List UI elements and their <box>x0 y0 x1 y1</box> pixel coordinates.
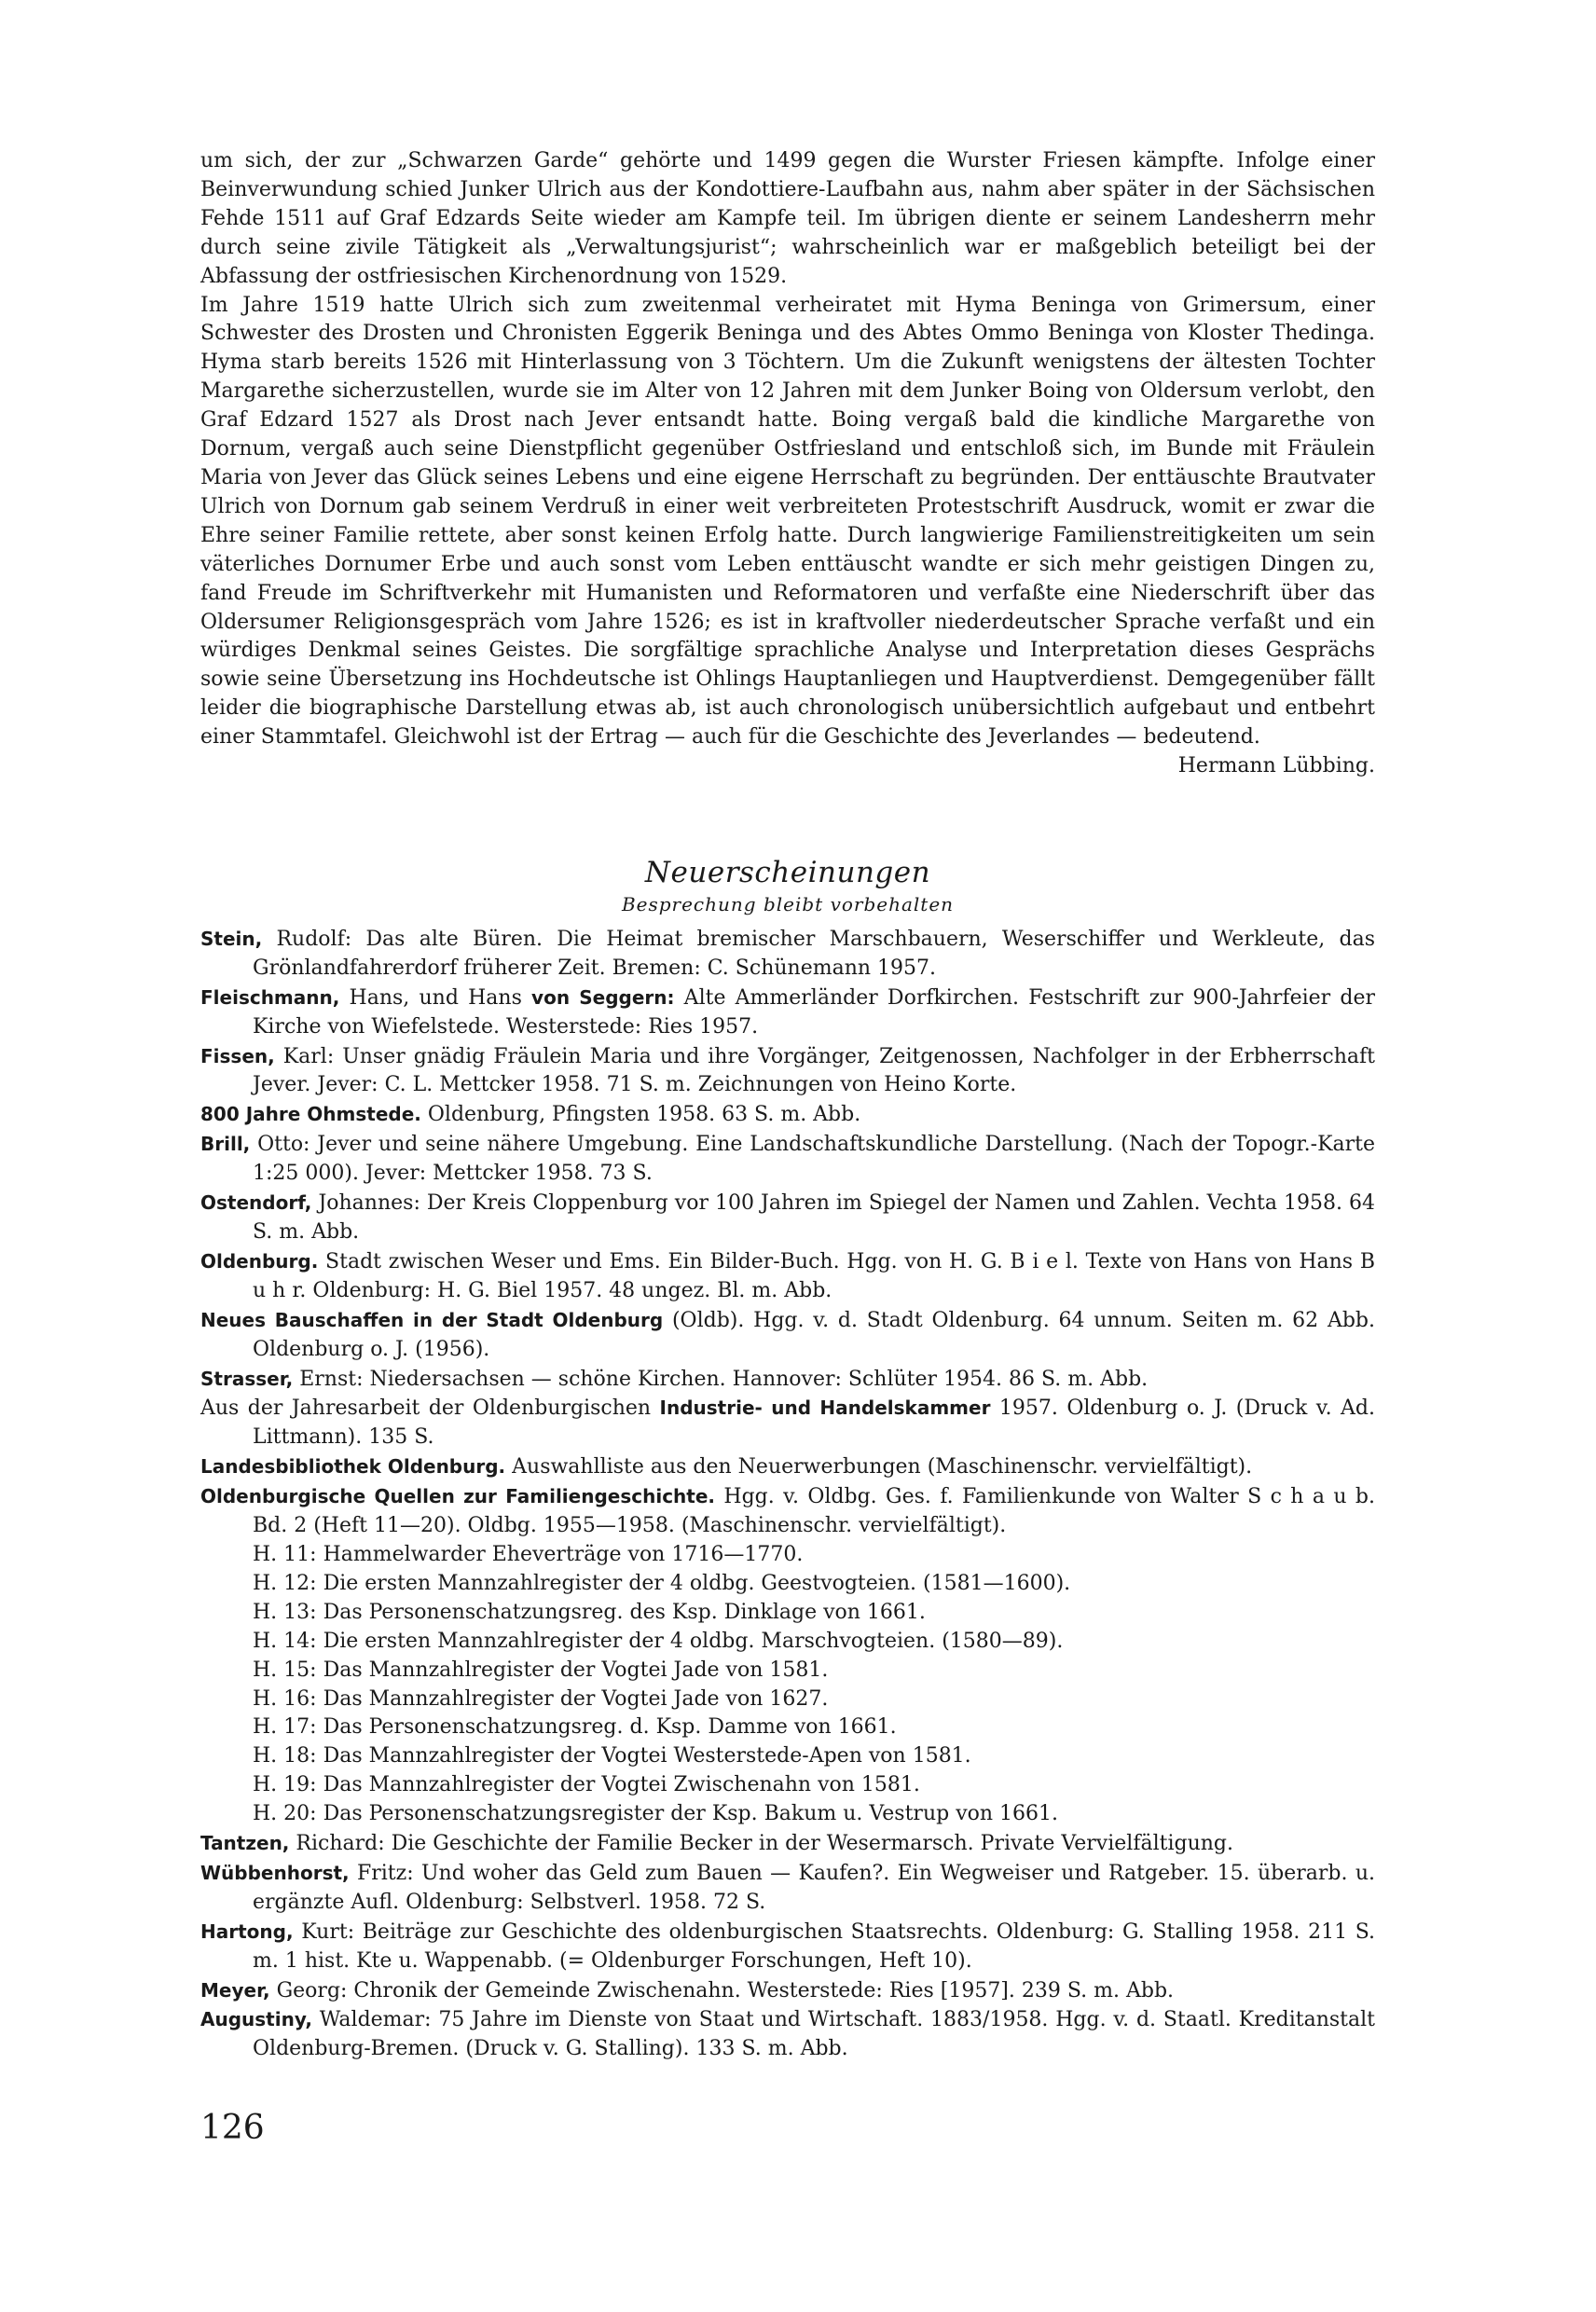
list-item <box>200 1042 1375 1101</box>
list-item <box>200 1306 1375 1365</box>
bibliography-list <box>200 925 1375 2064</box>
sub-list-item: H. 13: Das Personenschatzungsreg. des Ksp. Dinklage von 1661. <box>253 1600 926 1624</box>
sub-list-item: H. 17: Das Personenschatzungsreg. d. Ksp. Damme von 1661. <box>253 1715 897 1740</box>
list-item <box>200 1247 1375 1306</box>
list-item <box>200 1365 1375 1395</box>
entry-author: Fleischmann, <box>200 985 340 1009</box>
entry-author: Brill, <box>200 1133 251 1156</box>
entry-author: Landesbibliothek Oldenburg. <box>200 1455 506 1479</box>
section-title: Neuerscheinungen <box>644 855 931 889</box>
list-item <box>200 1859 1375 1918</box>
entry-author: Stein, <box>200 927 263 950</box>
entry-author: Ostendorf, <box>200 1191 312 1215</box>
entry-text: Johannes: Der Kreis Cloppenburg vor 100 Jahren im Spiegel der Namen und Zahlen. Vechta 1958. 64 S. m. Abb. <box>253 1191 1375 1244</box>
list-item <box>200 1482 1375 1541</box>
sub-list-item: H. 18: Das Mannzahlregister der Vogtei Westerstede-Apen von 1581. <box>253 1744 971 1768</box>
entry-author: Meyer, <box>200 1978 270 2002</box>
entry-author: Industrie- und Handelskammer <box>659 1397 991 1420</box>
entry-text: Fritz: Und woher das Geld zum Bauen — Kaufen?. Ein Wegweiser und Ratgeber. 15. überarb. u. ergänzte Aufl. Oldenburg: Selbstverl. 1958. 72 S. <box>253 1861 1375 1914</box>
entry-text: Stadt zwischen Weser und Ems. Ein Bilder-Buch. Hgg. von H. G. B i e l. Texte von Hans von Hans B u h r. Oldenburg: H. G. Biel 1957. 48 ungez. Bl. m. Abb. <box>253 1249 1375 1302</box>
list-item <box>200 1976 1375 2006</box>
list-item <box>200 984 1375 1042</box>
book-review <box>200 147 1375 781</box>
entry-author: 800 Jahre Ohmstede. <box>200 1103 421 1126</box>
reviewer-signature: Hermann Lübbing. <box>1177 754 1375 778</box>
entry-author: Tantzen, <box>200 1832 290 1855</box>
entry-author: Wübbenhorst, <box>200 1861 350 1884</box>
sub-list-item: H. 14: Die ersten Mannzahlregister der 4 oldbg. Marschvogteien. (1580—89). <box>253 1629 1064 1653</box>
sub-list-item: H. 11: Hammelwarder Eheverträge von 1716—1770. <box>253 1542 804 1566</box>
entry-text: Georg: Chronik der Gemeinde Zwischenahn. Westerstede: Ries [1957]. 239 S. m. Abb. <box>269 1978 1175 2002</box>
review-paragraph-with-signature <box>200 292 1375 781</box>
entry-author: Fissen, <box>200 1044 275 1067</box>
list-item <box>200 2005 1375 2064</box>
entry-prefix: Aus der Jahresarbeit der Oldenburgischen <box>200 1397 660 1421</box>
entry-text: Alte Ammerländer Dorfkirchen. Festschrift zur 900-Jahrfeier der Kirche von Wiefelstede. Westerstede: Ries 1957. <box>253 985 1375 1039</box>
entry-text: (Oldb). Hgg. v. d. Stadt Oldenburg. 64 unnum. Seiten m. 62 Abb. Oldenburg o. J. (1956). <box>253 1308 1375 1361</box>
entry-author: Oldenburgische Quellen zur Familiengeschichte. <box>200 1485 716 1508</box>
entry-text: Hans, und Hans <box>339 985 532 1010</box>
list-item <box>200 1829 1375 1859</box>
section-subtitle: Besprechung bleibt vorbehalten <box>621 892 955 915</box>
list-item <box>200 1100 1375 1130</box>
list-item <box>200 1918 1375 1976</box>
list-item <box>200 1189 1375 1247</box>
entry-author: Neues Bauschaffen in der Stadt Oldenburg <box>200 1308 664 1331</box>
list-item <box>200 925 1375 984</box>
sub-list-item: H. 15: Das Mannzahlregister der Vogtei Jade von 1581. <box>253 1658 829 1682</box>
sub-list-item: H. 20: Das Personenschatzungsregister der Ksp. Bakum u. Vestrup von 1661. <box>253 1802 1059 1826</box>
entry-text: Kurt: Beiträge zur Geschichte des oldenburgischen Staatsrechts. Oldenburg: G. Stalling 1958. 211 S. m. 1 hist. Kte u. Wappenabb. (= Oldenburger Forschungen, Heft 10). <box>253 1920 1375 1973</box>
entry-text: Rudolf: Das alte Büren. Die Heimat bremischer Marschbauern, Weserschiffer und Werkleute, das Grönlandfahrerdorf früherer Zeit. Bremen: C. Schünemann 1957. <box>253 927 1375 980</box>
review-paragraph-text: Im Jahre 1519 hatte Ulrich sich zum zweitenmal verheiratet mit Hyma Beninga von Grimersum, einer Schwester des Drosten und Chronisten Eggerik Beninga und des Abtes Ommo Beninga von Kloster Thedinga. Hyma starb bereits 1526 mit Hinterlassung von 3 Töchtern. Um die Zukunft wenigstens der ältesten Tochter Margarethe sicherzustellen, wurde sie im Alter von 12 Jahren mit dem Junker Boing von Oldersum verlobt, den Graf Edzard 1527 als Drost nach Jever entsandt hatte. Boing vergaß bald die kindliche Margarethe von Dornum, vergaß auch seine Dienstpflicht gegenüber Ostfriesland und entschloß sich, im Bunde mit Fräulein Maria von Jever das Glück seines Lebens und eine eigene Herrschaft zu begründen. Der enttäuschte Brautvater Ulrich von Dornum gab seinem Verdruß in einer weit verbreiteten Protestschrift Ausdruck, womit er zwar die Ehre seiner Familie rettete, aber sonst keinen Erfolg hatte. Durch langwierige Familienstreitigkeiten um sein väterliches Dornumer Erbe und auch sonst vom Leben enttäuscht wandte er sich mehr geistigen Dingen zu, fand Freude im Schriftverkehr mit Humanisten und Reformatoren und verfaßte eine Niederschrift über das Oldersumer Religionsgespräch vom Jahre 1526; es ist in kraftvoller niederdeutscher Sprache verfaßt und ein würdiges Denkmal seines Geistes. Die sorgfältige sprachliche Analyse und Interpretation dieses Gesprächs sowie seine Übersetzung ins Hochdeutsche ist Ohlings Hauptanliegen und Hauptverdienst. Demgegenüber fällt leider die biographische Darstellung etwas ab, ist auch chronologisch unübersichtlich aufgebaut und entbehrt einer Stammtafel. Gleichwohl ist der Ertrag — auch für die Geschichte des Jeverlandes — bedeutend. <box>200 293 1375 750</box>
page-body <box>200 147 1375 2064</box>
entry-text: Ernst: Niedersachsen — schöne Kirchen. Hannover: Schlüter 1954. 86 S. m. Abb. <box>293 1367 1149 1391</box>
sub-list-item: H. 19: Das Mannzahlregister der Vogtei Zwischenahn von 1581. <box>253 1773 920 1797</box>
sub-list-item: H. 12: Die ersten Mannzahlregister der 4 oldbg. Geestvogteien. (1581—1600). <box>253 1571 1071 1595</box>
sub-list-item: H. 16: Das Mannzahlregister der Vogtei Jade von 1627. <box>253 1686 829 1711</box>
entry-author-second: von Seggern: <box>531 985 675 1009</box>
review-paragraph: um sich, der zur „Schwarzen Garde“ gehörte und 1499 gegen die Wurster Friesen kämpfte. Infolge einer Beinverwundung schied Junker Ulrich aus der Kondottiere-Laufbahn aus, nahm aber später in der Sächsischen Fehde 1511 auf Graf Edzards Seite wieder am Kampfe teil. Im übrigen diente er seinem Landesherrn mehr durch seine zivile Tätigkeit als „Verwaltungsjurist“; wahrscheinlich war er maßgeblich beteiligt bei der Abfassung der ostfriesischen Kirchenordnung von 1529. <box>200 149 1375 288</box>
entry-author: Oldenburg. <box>200 1249 319 1273</box>
page-number: 126 <box>200 2109 265 2147</box>
list-item <box>200 1394 1375 1452</box>
entry-text: Waldemar: 75 Jahre im Dienste von Staat und Wirtschaft. 1883/1958. Hgg. v. d. Staatl. Kreditanstalt Oldenburg-Bremen. (Druck v. G. Stalling). 133 S. m. Abb. <box>253 2008 1375 2061</box>
list-item <box>200 1130 1375 1189</box>
entry-text: Auswahlliste aus den Neuerwerbungen (Maschinenschr. vervielfältigt). <box>505 1455 1253 1479</box>
entry-text: 1957. Oldenburg o. J. (Druck v. Ad. Littmann). 135 S. <box>253 1397 1375 1450</box>
list-item <box>200 1452 1375 1482</box>
entry-author: Strasser, <box>200 1367 294 1390</box>
entry-text: Hgg. v. Oldbg. Ges. f. Familienkunde von Walter S c h a u b. Bd. 2 (Heft 11—20). Oldbg. 1955—1958. (Maschinenschr. vervielfältigt). <box>253 1485 1375 1538</box>
entry-text: Karl: Unser gnädig Fräulein Maria und ihre Vorgänger, Zeitgenossen, Nachfolger in der Erbherrschaft Jever. Jever: C. L. Mettcker 1958. 71 S. m. Zeichnungen von Heino Korte. <box>253 1044 1375 1097</box>
entry-author: Hartong, <box>200 1920 294 1943</box>
entry-text: Otto: Jever und seine nähere Umgebung. Eine Landschaftskundliche Darstellung. (Nach der Topogr.-Karte 1:25 000). Jever: Mettcker 1958. 73 S. <box>250 1133 1375 1186</box>
entry-author: Augustiny, <box>200 2008 312 2031</box>
entry-text: Oldenburg, Pfingsten 1958. 63 S. m. Abb. <box>420 1103 861 1127</box>
entry-text: Richard: Die Geschichte der Familie Becker in der Wesermarsch. Private Vervielfältigung. <box>289 1832 1233 1856</box>
